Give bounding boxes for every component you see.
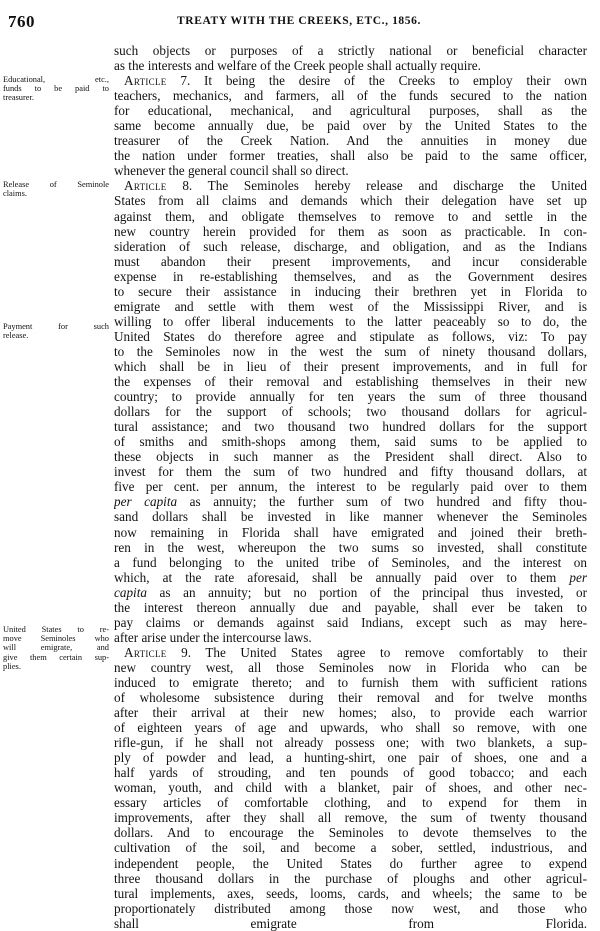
body-line: the nation under former treaties, shall also be paid to the same officer, bbox=[114, 148, 587, 164]
margin-note-line: give them certain sup- bbox=[3, 652, 109, 662]
body-line: sand dollars shall be invested in like manner whenever the Seminoles bbox=[114, 509, 587, 525]
body-line: three thousand dollars in the purchase of ploughs and other agricul- bbox=[114, 870, 587, 886]
body-line: rifle-gun, if he shall not already possess one; with two blankets, a sup- bbox=[114, 735, 587, 751]
body-line: invest for them the sum of two hundred and fifty thousand dollars, at bbox=[114, 464, 587, 480]
body-line: teachers, mechanics, and farmers, all of the funds secured to the nation bbox=[114, 88, 587, 104]
page-number: 760 bbox=[8, 12, 35, 31]
margin-note-line: treasurer. bbox=[3, 93, 34, 103]
body-line: treasurer of the Creek Nation. And the annuities in money due bbox=[114, 133, 587, 149]
body-line: ren in the west, whereupon the two sums so invested, shall constitute bbox=[114, 539, 587, 555]
body-line: cultivation of the soil, and become a sober, settled, industrious, and bbox=[114, 840, 587, 856]
body-line: the expenses of their removal and establishing themselves in their new bbox=[114, 374, 587, 390]
margin-note-educational-funds bbox=[3, 75, 109, 103]
margin-note-line: plies. bbox=[3, 661, 21, 671]
body-line: five per cent. per annum, the interest to be regularly paid over to them bbox=[114, 479, 587, 495]
margin-note-remove-seminoles bbox=[3, 625, 109, 671]
body-line: as the interests and welfare of the Creek people shall actually require. bbox=[114, 58, 481, 74]
body-line: which, at the rate aforesaid, shall be annually paid over to them per bbox=[114, 569, 587, 585]
margin-note-line: Educational, etc., bbox=[3, 75, 109, 84]
body-line: capita as an annuity; but no portion of the principal thus invested, or bbox=[114, 584, 587, 600]
body-line: Article 7. It being the desire of the Creeks to employ their own bbox=[124, 73, 587, 89]
margin-note-line: will emigrate, and bbox=[3, 643, 109, 653]
body-line: States from all claims and demands which their delegation have set up bbox=[114, 193, 587, 209]
body-line: induced to emigrate thereto; and to furnish them with sufficient rations bbox=[114, 674, 587, 690]
body-line: new country west, all those Seminoles now in Florida who can be bbox=[114, 659, 587, 675]
body-line: willing to offer liberal inducements to the latter peaceably so to do, the bbox=[114, 313, 587, 329]
body-line: proportionately distributed among those now west, and those who bbox=[114, 900, 587, 916]
body-line: of eighteen years of age and upwards, who shall so remove, with one bbox=[114, 720, 587, 736]
body-line: essary articles of comfortable clothing, and to expend for them in bbox=[114, 795, 587, 811]
body-line: United States do therefore agree and stipulate as follows, viz: To pay bbox=[114, 328, 587, 344]
body-line: Article 9. The United States agree to remove comfortably to their bbox=[124, 644, 587, 660]
margin-note-line: funds to be paid to bbox=[3, 84, 109, 94]
body-line: which shall be in lieu of their present improvements, and in full for bbox=[114, 358, 587, 374]
body-line: same become annually due, be paid over by the United States to the bbox=[114, 118, 587, 134]
margin-note-line: move Seminoles who bbox=[3, 634, 109, 644]
body-line: such objects or purposes of a strictly national or beneficial character bbox=[114, 43, 587, 58]
margin-note-line: release. bbox=[3, 331, 29, 341]
body-line: to secure their assistance in inducing their brethren yet in Florida to bbox=[114, 283, 587, 299]
running-title: TREATY WITH THE CREEKS, ETC., 1856. bbox=[177, 15, 421, 27]
body-line: pay claims or demands against said Indians, except such as may here- bbox=[114, 614, 587, 630]
margin-note-release-claims bbox=[3, 180, 109, 198]
body-line: the interest thereon annually due and payable, shall ever be taken to bbox=[114, 599, 587, 615]
body-line: ply of powder and lead, a hunting-shirt, one pair of shoes, one and a bbox=[114, 750, 587, 766]
body-line: to the Seminoles now in the west the sum of ninety thousand dollars, bbox=[114, 343, 587, 359]
body-line: Article 8. The Seminoles hereby release and discharge the United bbox=[124, 178, 587, 194]
body-line: against them, and obligate themselves to remove to and settle in the bbox=[114, 208, 587, 224]
body-line: expense in re-establishing themselves, and as the Government desires bbox=[114, 268, 587, 284]
body-line: per capita as annuity; the further sum of two hundred and fifty thou- bbox=[114, 494, 587, 510]
body-line: woman, youth, and child with a blanket, pair of shoes, and other nec- bbox=[114, 780, 587, 796]
body-line: tural assistance; and two thousand two hundred dollars for the support bbox=[114, 419, 587, 435]
body-line: of smiths and smith-shops among them, said sums to be applied to bbox=[114, 434, 587, 450]
body-line: sideration of such release, discharge, and obligation, and as the Indians bbox=[114, 238, 587, 254]
body-line: dollars for the support of schools; two thousand dollars for agricul- bbox=[114, 404, 587, 420]
body-line: after arise under the intercourse laws. bbox=[114, 629, 312, 645]
body-line: whenever the general council shall so direct. bbox=[114, 163, 349, 179]
treaty-body-text bbox=[114, 43, 587, 931]
body-line: improvements, after they shall all remove, the sum of twenty thousand bbox=[114, 810, 587, 826]
margin-note-line: United States to re- bbox=[3, 625, 109, 634]
body-line: of wholesome subsistence during their removal and for twelve months bbox=[114, 690, 587, 706]
body-line: after their arrival at their new homes; also, to provide each warrior bbox=[114, 705, 587, 721]
body-line: must abandon their present improvements, and incur considerable bbox=[114, 253, 587, 269]
margin-note-payment-release bbox=[3, 322, 109, 340]
body-line: new country herein provided for them as soon as practicable. In con- bbox=[114, 223, 587, 239]
body-line: for educational, mechanical, and agricultural purposes, shall as the bbox=[114, 103, 587, 119]
margin-note-line: Release of Seminole bbox=[3, 180, 109, 189]
margin-note-line: Payment for such bbox=[3, 322, 109, 331]
body-line: tural implements, axes, seeds, looms, cards, and wheels; the same to be bbox=[114, 885, 587, 901]
body-line: a fund belonging to the united tribe of Seminoles, and the interest on bbox=[114, 554, 587, 570]
margin-note-line: claims. bbox=[3, 189, 27, 199]
body-line: these objects in such manner as the President shall direct. Also to bbox=[114, 449, 587, 465]
body-line: country; to provide annually for ten years the sum of three thousand bbox=[114, 389, 587, 405]
body-line: shall emigrate from Florida. bbox=[114, 915, 587, 931]
page-header bbox=[8, 12, 590, 32]
body-line: dollars. And to encourage the Seminoles to devote themselves to the bbox=[114, 825, 587, 841]
body-line: now remaining in Florida shall have emigrated and joined their breth- bbox=[114, 524, 587, 540]
body-line: emigrate and settle with them west of the Mississippi River, and is bbox=[114, 298, 587, 314]
body-line: independent people, the United States do further agree to expend bbox=[114, 855, 587, 871]
body-line: half yards of strouding, and ten pounds of good tobacco; and each bbox=[114, 765, 587, 781]
